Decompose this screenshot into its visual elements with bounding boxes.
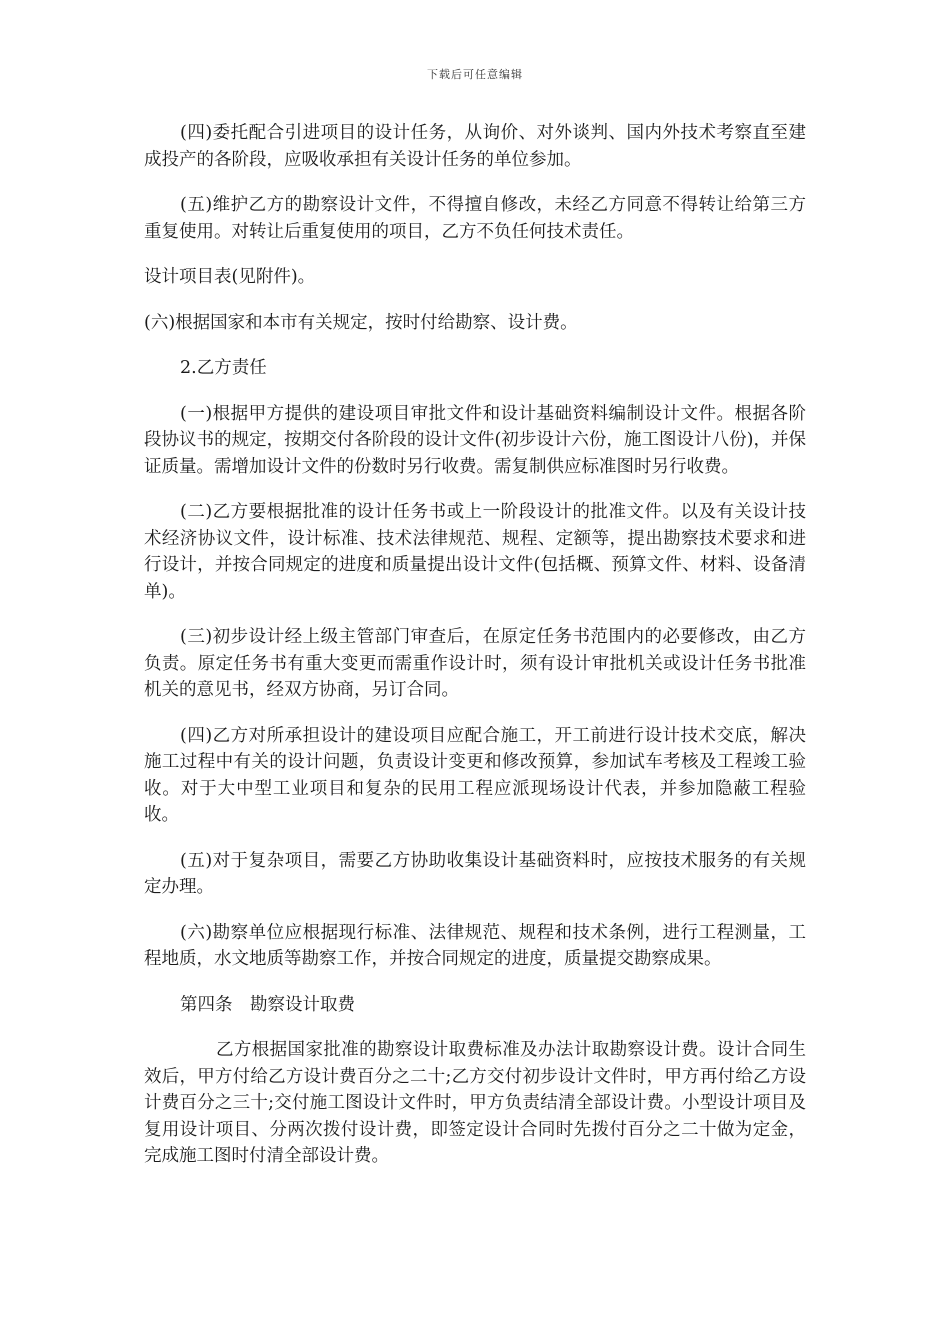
document-body (144, 120, 806, 1189)
paragraph: (六)勘察单位应根据现行标准、法律规范、规程和技术条例，进行工程测量，工程地质，水文地质等勘察工作，并按合同规定的进度，质量提交勘察成果。 (144, 922, 806, 969)
paragraph: (四)委托配合引进项目的设计任务，从询价、对外谈判、国内外技术考察直至建成投产的各阶段，应吸收承担有关设计任务的单位参加。 (144, 123, 806, 170)
section-heading: 2.乙方责任 (180, 358, 267, 378)
paragraph: (五)对于复杂项目，需要乙方协助收集设计基础资料时，应按技术服务的有关规定办理。 (144, 850, 806, 897)
paragraph: (五)维护乙方的勘察设计文件，不得擅自修改，未经乙方同意不得转让给第三方重复使用。对转让后重复使用的项目，乙方不负任何技术责任。 (144, 195, 806, 242)
paragraph: (一)根据甲方提供的建设项目审批文件和设计基础资料编制设计文件。根据各阶段协议书的规定，按期交付各阶段的设计文件(初步设计六份，施工图设计八份)，并保证质量。需增加设计文件的份数时另行收费。需复制供应标准图时另行收费。 (144, 403, 806, 477)
paragraph: (六)根据国家和本市有关规定，按时付给勘察、设计费。 (144, 312, 578, 333)
paragraph: (二)乙方要根据批准的设计任务书或上一阶段设计的批准文件。以及有关设计技术经济协议文件，设计标准、技术法律规范、规程、定额等，提出勘察技术要求和进行设计，并按合同规定的进度和质量提出设计文件(包括概、预算文件、材料、设备清单)。 (144, 502, 806, 602)
paragraph: (四)乙方对所承担设计的建设项目应配合施工，开工前进行设计技术交底，解决施工过程中有关的设计问题，负责设计变更和修改预算，参加试车考核及工程竣工验收。对于大中型工业项目和复杂的民用工程应派现场设计代表，并参加隐蔽工程验收。 (144, 725, 806, 825)
page-header: 下载后可任意编辑 (427, 68, 523, 81)
paragraph: 乙方根据国家批准的勘察设计取费标准及办法计取勘察设计费。设计合同生效后，甲方付给乙方设计费百分之二十;乙方交付初步设计文件时，甲方再付给乙方设计费百分之三十;交付施工图设计文件时，甲方负责结清全部设计费。小型设计项目及复用设计项目、分两次拨付设计费，即签定设计合同时先拨付百分之二十做为定金，完成施工图时付清全部设计费。 (144, 1040, 806, 1166)
article-heading: 第四条 勘察设计取费 (180, 994, 355, 1015)
paragraph: (三)初步设计经上级主管部门审查后，在原定任务书范围内的必要修改，由乙方负责。原定任务书有重大变更而需重作设计时，须有设计审批机关或设计任务书批准机关的意见书，经双方协商，另订合同。 (144, 627, 806, 700)
paragraph: 设计项目表(见附件)。 (144, 267, 316, 287)
